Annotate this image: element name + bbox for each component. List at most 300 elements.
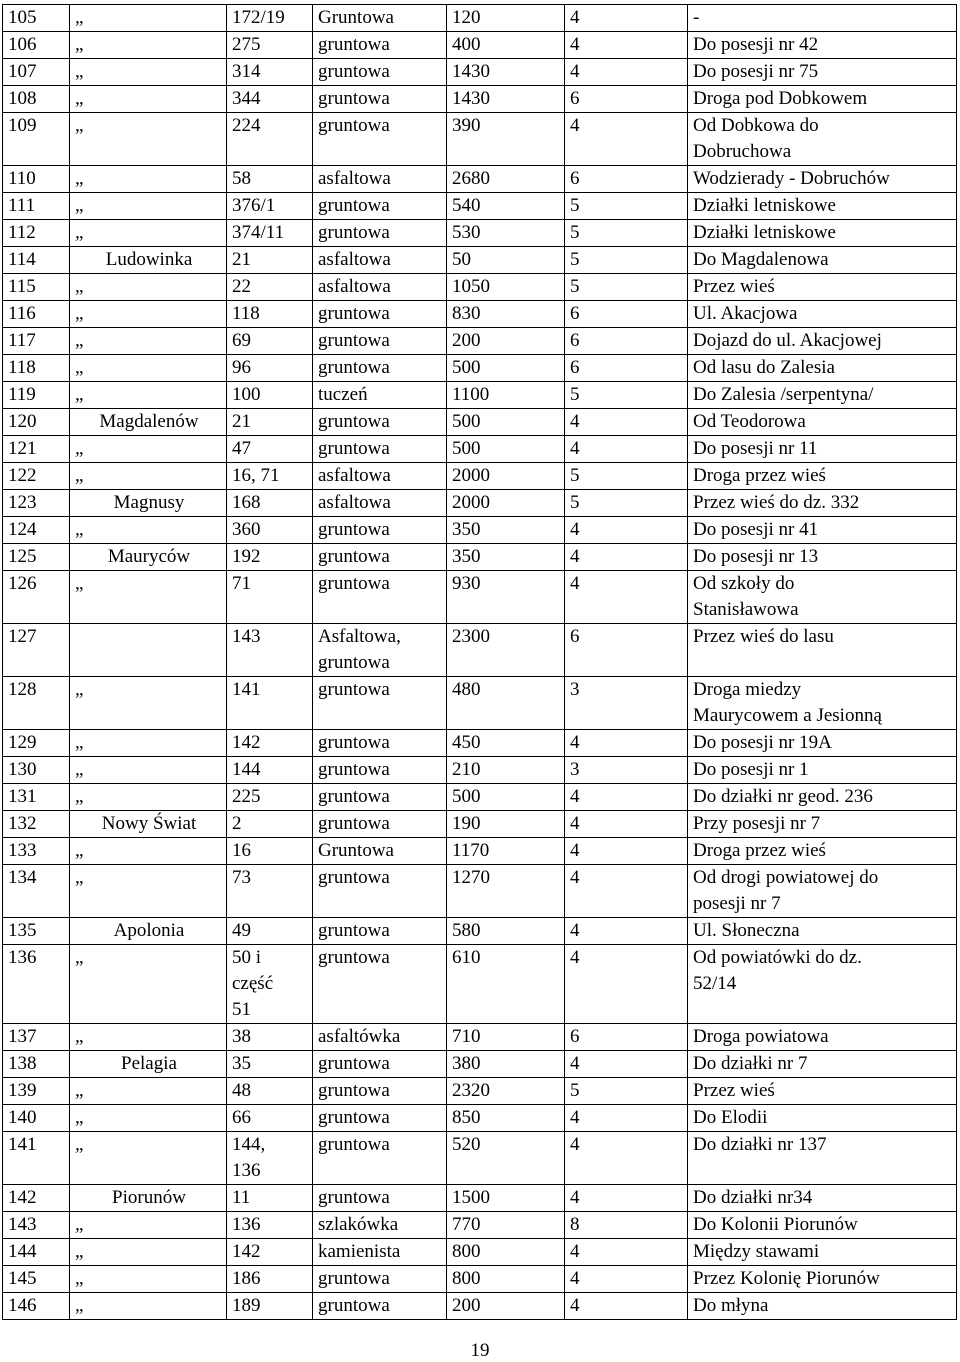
surface-type-cell: Asfaltowa, gruntowa [313, 624, 447, 677]
locality-cell: „ [70, 328, 227, 355]
row-number-cell: 122 [3, 463, 70, 490]
locality-cell: Piorunów [70, 1185, 227, 1212]
width-cell: 6 [565, 624, 688, 677]
surface-type-cell: gruntowa [313, 757, 447, 784]
surface-type-cell: gruntowa [313, 1105, 447, 1132]
parcel-number-cell: 66 [227, 1105, 313, 1132]
surface-type-cell: gruntowa [313, 945, 447, 1024]
locality-cell: „ [70, 677, 227, 730]
description-cell: Do Elodii [688, 1105, 957, 1132]
locality-cell: „ [70, 730, 227, 757]
surface-type-cell: gruntowa [313, 409, 447, 436]
parcel-number-cell: 186 [227, 1266, 313, 1293]
row-number-cell: 114 [3, 247, 70, 274]
width-cell: 4 [565, 409, 688, 436]
parcel-number-cell: 100 [227, 382, 313, 409]
description-cell: Do posesji nr 1 [688, 757, 957, 784]
row-number-cell: 120 [3, 409, 70, 436]
row-number-cell: 125 [3, 544, 70, 571]
surface-type-cell: gruntowa [313, 517, 447, 544]
parcel-number-cell: 49 [227, 918, 313, 945]
table-row [3, 166, 957, 193]
description-cell: Przez Kolonię Piorunów [688, 1266, 957, 1293]
locality-cell: Magnusy [70, 490, 227, 517]
length-cell: 500 [447, 436, 565, 463]
surface-type-cell: gruntowa [313, 1293, 447, 1320]
description-cell: Do Kolonii Piorunów [688, 1212, 957, 1239]
row-number-cell: 117 [3, 328, 70, 355]
description-cell: Do Magdalenowa [688, 247, 957, 274]
table-row [3, 1105, 957, 1132]
table-row [3, 571, 957, 624]
width-cell: 5 [565, 247, 688, 274]
parcel-number-cell: 69 [227, 328, 313, 355]
parcel-number-cell: 142 [227, 730, 313, 757]
description-cell: Przy posesji nr 7 [688, 811, 957, 838]
locality-cell [70, 624, 227, 677]
width-cell: 4 [565, 784, 688, 811]
width-cell: 3 [565, 757, 688, 784]
parcel-number-cell: 275 [227, 32, 313, 59]
length-cell: 500 [447, 355, 565, 382]
length-cell: 850 [447, 1105, 565, 1132]
locality-cell: Pelagia [70, 1051, 227, 1078]
parcel-number-cell: 224 [227, 113, 313, 166]
table-row [3, 220, 957, 247]
parcel-number-cell: 16, 71 [227, 463, 313, 490]
table-row [3, 328, 957, 355]
length-cell: 400 [447, 32, 565, 59]
surface-type-cell: gruntowa [313, 811, 447, 838]
table-row [3, 5, 957, 32]
parcel-number-cell: 21 [227, 409, 313, 436]
width-cell: 4 [565, 838, 688, 865]
roads-table [2, 4, 957, 1320]
surface-type-cell: gruntowa [313, 784, 447, 811]
length-cell: 480 [447, 677, 565, 730]
length-cell: 450 [447, 730, 565, 757]
locality-cell: „ [70, 274, 227, 301]
surface-type-cell: tuczeń [313, 382, 447, 409]
surface-type-cell: gruntowa [313, 1266, 447, 1293]
description-cell: Do posesji nr 41 [688, 517, 957, 544]
width-cell: 4 [565, 59, 688, 86]
parcel-number-cell: 2 [227, 811, 313, 838]
parcel-number-cell: 344 [227, 86, 313, 113]
table-row [3, 1212, 957, 1239]
width-cell: 5 [565, 463, 688, 490]
surface-type-cell: asfaltowa [313, 166, 447, 193]
row-number-cell: 127 [3, 624, 70, 677]
table-row [3, 193, 957, 220]
table-row [3, 865, 957, 918]
description-cell: Do posesji nr 42 [688, 32, 957, 59]
surface-type-cell: asfaltówka [313, 1024, 447, 1051]
width-cell: 6 [565, 166, 688, 193]
length-cell: 2300 [447, 624, 565, 677]
description-cell: Droga przez wieś [688, 838, 957, 865]
table-row [3, 811, 957, 838]
parcel-number-cell: 50 i część 51 [227, 945, 313, 1024]
row-number-cell: 133 [3, 838, 70, 865]
table-row [3, 113, 957, 166]
surface-type-cell: gruntowa [313, 32, 447, 59]
length-cell: 390 [447, 113, 565, 166]
locality-cell: „ [70, 166, 227, 193]
parcel-number-cell: 376/1 [227, 193, 313, 220]
length-cell: 2320 [447, 1078, 565, 1105]
description-cell: Do młyna [688, 1293, 957, 1320]
row-number-cell: 109 [3, 113, 70, 166]
surface-type-cell: gruntowa [313, 436, 447, 463]
length-cell: 350 [447, 544, 565, 571]
parcel-number-cell: 192 [227, 544, 313, 571]
row-number-cell: 144 [3, 1239, 70, 1266]
description-cell: Od lasu do Zalesia [688, 355, 957, 382]
width-cell: 5 [565, 193, 688, 220]
length-cell: 200 [447, 328, 565, 355]
surface-type-cell: gruntowa [313, 918, 447, 945]
parcel-number-cell: 11 [227, 1185, 313, 1212]
row-number-cell: 134 [3, 865, 70, 918]
width-cell: 4 [565, 1132, 688, 1185]
description-cell: Dojazd do ul. Akacjowej [688, 328, 957, 355]
surface-type-cell: gruntowa [313, 571, 447, 624]
parcel-number-cell: 136 [227, 1212, 313, 1239]
surface-type-cell: gruntowa [313, 730, 447, 757]
description-cell: Do działki nr 7 [688, 1051, 957, 1078]
row-number-cell: 142 [3, 1185, 70, 1212]
surface-type-cell: gruntowa [313, 328, 447, 355]
row-number-cell: 138 [3, 1051, 70, 1078]
length-cell: 1170 [447, 838, 565, 865]
locality-cell: „ [70, 1024, 227, 1051]
surface-type-cell: gruntowa [313, 59, 447, 86]
description-cell: Między stawami [688, 1239, 957, 1266]
locality-cell: „ [70, 436, 227, 463]
locality-cell: „ [70, 355, 227, 382]
locality-cell: „ [70, 865, 227, 918]
surface-type-cell: szlakówka [313, 1212, 447, 1239]
parcel-number-cell: 360 [227, 517, 313, 544]
row-number-cell: 108 [3, 86, 70, 113]
width-cell: 4 [565, 1051, 688, 1078]
table-row [3, 59, 957, 86]
table-row [3, 1051, 957, 1078]
description-cell: Od powiatówki do dz. 52/14 [688, 945, 957, 1024]
length-cell: 2680 [447, 166, 565, 193]
table-row [3, 677, 957, 730]
parcel-number-cell: 172/19 [227, 5, 313, 32]
parcel-number-cell: 374/11 [227, 220, 313, 247]
length-cell: 2000 [447, 490, 565, 517]
locality-cell: „ [70, 838, 227, 865]
parcel-number-cell: 142 [227, 1239, 313, 1266]
length-cell: 1100 [447, 382, 565, 409]
length-cell: 800 [447, 1266, 565, 1293]
parcel-number-cell: 35 [227, 1051, 313, 1078]
description-cell: Od Teodorowa [688, 409, 957, 436]
width-cell: 4 [565, 5, 688, 32]
width-cell: 4 [565, 571, 688, 624]
surface-type-cell: gruntowa [313, 1132, 447, 1185]
locality-cell: Ludowinka [70, 247, 227, 274]
length-cell: 520 [447, 1132, 565, 1185]
table-row [3, 784, 957, 811]
table-row [3, 32, 957, 59]
surface-type-cell: gruntowa [313, 1051, 447, 1078]
row-number-cell: 118 [3, 355, 70, 382]
width-cell: 4 [565, 1239, 688, 1266]
table-row [3, 757, 957, 784]
table-row [3, 86, 957, 113]
description-cell: Droga przez wieś [688, 463, 957, 490]
locality-cell: „ [70, 382, 227, 409]
row-number-cell: 119 [3, 382, 70, 409]
length-cell: 120 [447, 5, 565, 32]
table-row [3, 1024, 957, 1051]
table-row [3, 355, 957, 382]
length-cell: 530 [447, 220, 565, 247]
surface-type-cell: Gruntowa [313, 838, 447, 865]
locality-cell: „ [70, 301, 227, 328]
length-cell: 770 [447, 1212, 565, 1239]
row-number-cell: 110 [3, 166, 70, 193]
locality-cell: „ [70, 59, 227, 86]
length-cell: 930 [447, 571, 565, 624]
parcel-number-cell: 47 [227, 436, 313, 463]
length-cell: 1430 [447, 59, 565, 86]
surface-type-cell: gruntowa [313, 113, 447, 166]
locality-cell: „ [70, 517, 227, 544]
surface-type-cell: gruntowa [313, 544, 447, 571]
description-cell: Przez wieś do dz. 332 [688, 490, 957, 517]
description-cell: Do posesji nr 11 [688, 436, 957, 463]
width-cell: 6 [565, 328, 688, 355]
description-cell: Droga miedzy Maurycowem a Jesionną [688, 677, 957, 730]
description-cell: Ul. Akacjowa [688, 301, 957, 328]
page-number: 19 [470, 1340, 490, 1361]
table-row [3, 247, 957, 274]
row-number-cell: 124 [3, 517, 70, 544]
table-row [3, 463, 957, 490]
locality-cell: „ [70, 1293, 227, 1320]
locality-cell: Mauryców [70, 544, 227, 571]
table-row [3, 1185, 957, 1212]
table-row [3, 1132, 957, 1185]
locality-cell: Nowy Świat [70, 811, 227, 838]
table-row [3, 945, 957, 1024]
locality-cell: „ [70, 784, 227, 811]
surface-type-cell: asfaltowa [313, 274, 447, 301]
locality-cell: „ [70, 193, 227, 220]
description-cell: Droga pod Dobkowem [688, 86, 957, 113]
length-cell: 1050 [447, 274, 565, 301]
parcel-number-cell: 189 [227, 1293, 313, 1320]
length-cell: 2000 [447, 463, 565, 490]
row-number-cell: 129 [3, 730, 70, 757]
width-cell: 6 [565, 1024, 688, 1051]
parcel-number-cell: 143 [227, 624, 313, 677]
description-cell: Do działki nr geod. 236 [688, 784, 957, 811]
locality-cell: „ [70, 1132, 227, 1185]
locality-cell: „ [70, 463, 227, 490]
row-number-cell: 140 [3, 1105, 70, 1132]
table-row [3, 918, 957, 945]
row-number-cell: 141 [3, 1132, 70, 1185]
row-number-cell: 137 [3, 1024, 70, 1051]
locality-cell: „ [70, 86, 227, 113]
description-cell: Przez wieś do lasu [688, 624, 957, 677]
table-row [3, 1239, 957, 1266]
row-number-cell: 128 [3, 677, 70, 730]
table-row [3, 517, 957, 544]
width-cell: 4 [565, 1185, 688, 1212]
length-cell: 380 [447, 1051, 565, 1078]
row-number-cell: 107 [3, 59, 70, 86]
length-cell: 1430 [447, 86, 565, 113]
length-cell: 200 [447, 1293, 565, 1320]
parcel-number-cell: 144, 136 [227, 1132, 313, 1185]
width-cell: 5 [565, 382, 688, 409]
description-cell: Droga powiatowa [688, 1024, 957, 1051]
row-number-cell: 132 [3, 811, 70, 838]
table-row [3, 382, 957, 409]
row-number-cell: 143 [3, 1212, 70, 1239]
parcel-number-cell: 225 [227, 784, 313, 811]
row-number-cell: 105 [3, 5, 70, 32]
table-row [3, 436, 957, 463]
table-row [3, 1293, 957, 1320]
locality-cell: „ [70, 1078, 227, 1105]
row-number-cell: 145 [3, 1266, 70, 1293]
locality-cell: „ [70, 5, 227, 32]
row-number-cell: 131 [3, 784, 70, 811]
row-number-cell: 135 [3, 918, 70, 945]
parcel-number-cell: 21 [227, 247, 313, 274]
description-cell: Działki letniskowe [688, 220, 957, 247]
table-row [3, 274, 957, 301]
locality-cell: „ [70, 1105, 227, 1132]
row-number-cell: 121 [3, 436, 70, 463]
locality-cell: „ [70, 1239, 227, 1266]
parcel-number-cell: 144 [227, 757, 313, 784]
surface-type-cell: gruntowa [313, 193, 447, 220]
parcel-number-cell: 168 [227, 490, 313, 517]
parcel-number-cell: 58 [227, 166, 313, 193]
row-number-cell: 115 [3, 274, 70, 301]
row-number-cell: 146 [3, 1293, 70, 1320]
width-cell: 6 [565, 301, 688, 328]
width-cell: 3 [565, 677, 688, 730]
length-cell: 610 [447, 945, 565, 1024]
length-cell: 210 [447, 757, 565, 784]
description-cell: Przez wieś [688, 274, 957, 301]
description-cell: Od Dobkowa do Dobruchowa [688, 113, 957, 166]
parcel-number-cell: 22 [227, 274, 313, 301]
length-cell: 580 [447, 918, 565, 945]
description-cell: Do posesji nr 13 [688, 544, 957, 571]
surface-type-cell: gruntowa [313, 355, 447, 382]
width-cell: 4 [565, 730, 688, 757]
table-row [3, 409, 957, 436]
surface-type-cell: gruntowa [313, 220, 447, 247]
parcel-number-cell: 314 [227, 59, 313, 86]
length-cell: 500 [447, 784, 565, 811]
row-number-cell: 112 [3, 220, 70, 247]
description-cell: - [688, 5, 957, 32]
length-cell: 830 [447, 301, 565, 328]
width-cell: 4 [565, 865, 688, 918]
description-cell: Od szkoły do Stanisławowa [688, 571, 957, 624]
description-cell: Wodzierady - Dobruchów [688, 166, 957, 193]
description-cell: Do działki nr34 [688, 1185, 957, 1212]
width-cell: 5 [565, 1078, 688, 1105]
surface-type-cell: asfaltowa [313, 463, 447, 490]
description-cell: Do posesji nr 75 [688, 59, 957, 86]
surface-type-cell: gruntowa [313, 1185, 447, 1212]
description-cell: Do posesji nr 19A [688, 730, 957, 757]
length-cell: 1270 [447, 865, 565, 918]
table-row [3, 1078, 957, 1105]
parcel-number-cell: 73 [227, 865, 313, 918]
table-row [3, 730, 957, 757]
table-row [3, 838, 957, 865]
width-cell: 8 [565, 1212, 688, 1239]
length-cell: 50 [447, 247, 565, 274]
table-row [3, 301, 957, 328]
row-number-cell: 139 [3, 1078, 70, 1105]
description-cell: Ul. Słoneczna [688, 918, 957, 945]
locality-cell: „ [70, 1212, 227, 1239]
locality-cell: „ [70, 1266, 227, 1293]
surface-type-cell: gruntowa [313, 1078, 447, 1105]
width-cell: 5 [565, 490, 688, 517]
surface-type-cell: asfaltowa [313, 490, 447, 517]
row-number-cell: 123 [3, 490, 70, 517]
parcel-number-cell: 96 [227, 355, 313, 382]
length-cell: 540 [447, 193, 565, 220]
parcel-number-cell: 38 [227, 1024, 313, 1051]
row-number-cell: 136 [3, 945, 70, 1024]
length-cell: 190 [447, 811, 565, 838]
row-number-cell: 106 [3, 32, 70, 59]
width-cell: 4 [565, 1105, 688, 1132]
row-number-cell: 116 [3, 301, 70, 328]
width-cell: 4 [565, 945, 688, 1024]
length-cell: 800 [447, 1239, 565, 1266]
parcel-number-cell: 48 [227, 1078, 313, 1105]
width-cell: 4 [565, 113, 688, 166]
parcel-number-cell: 141 [227, 677, 313, 730]
width-cell: 4 [565, 918, 688, 945]
row-number-cell: 130 [3, 757, 70, 784]
locality-cell: Apolonia [70, 918, 227, 945]
surface-type-cell: kamienista [313, 1239, 447, 1266]
row-number-cell: 126 [3, 571, 70, 624]
locality-cell: „ [70, 945, 227, 1024]
surface-type-cell: gruntowa [313, 865, 447, 918]
locality-cell: „ [70, 571, 227, 624]
locality-cell: „ [70, 113, 227, 166]
locality-cell: Magdalenów [70, 409, 227, 436]
width-cell: 4 [565, 517, 688, 544]
parcel-number-cell: 16 [227, 838, 313, 865]
width-cell: 5 [565, 220, 688, 247]
length-cell: 350 [447, 517, 565, 544]
table-row [3, 544, 957, 571]
locality-cell: „ [70, 220, 227, 247]
